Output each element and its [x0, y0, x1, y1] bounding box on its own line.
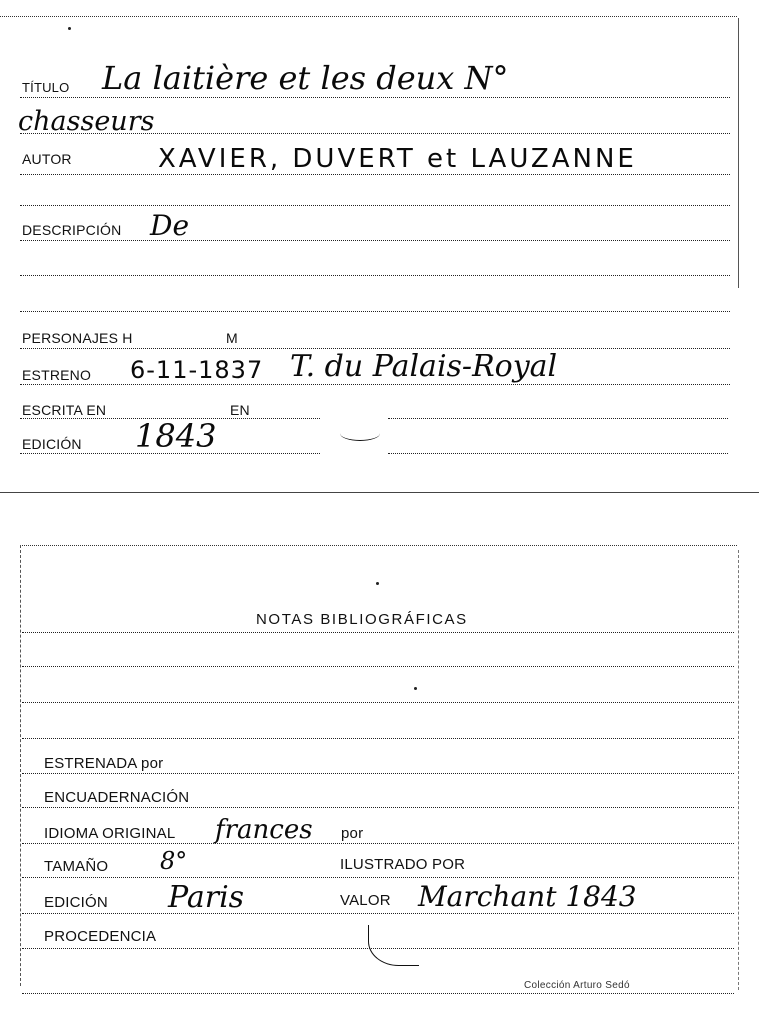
- idioma-value: frances: [215, 815, 313, 845]
- edicion-rule: [20, 453, 320, 454]
- edicion-valor-rule: [22, 913, 734, 914]
- escrita-label: ESCRITA EN: [22, 402, 107, 418]
- tamano-value: 8°: [160, 847, 188, 875]
- idioma-por-label: por: [341, 825, 364, 842]
- titulo-value-line2: chasseurs: [18, 106, 155, 137]
- descripcion-rule: [20, 240, 730, 241]
- estreno-rule: [20, 384, 730, 385]
- descripcion-value: De: [150, 209, 190, 242]
- ink-speck: [68, 27, 71, 30]
- estrenada-rule: [22, 773, 734, 774]
- notas-rule-4: [22, 738, 734, 739]
- idioma-label: IDIOMA ORIGINAL: [44, 825, 176, 842]
- ink-mark: [340, 426, 380, 441]
- blank-rule: [20, 205, 730, 206]
- procedencia-label: PROCEDENCIA: [44, 928, 157, 945]
- procedencia-rule: [22, 948, 734, 949]
- card-notes-right-edge: [738, 550, 739, 990]
- ink-speck: [414, 687, 417, 690]
- escrita-en-label: EN: [230, 402, 250, 418]
- titulo-label: TÍTULO: [22, 80, 70, 95]
- autor-label: AUTOR: [22, 151, 72, 167]
- tamano-rule: [22, 877, 734, 878]
- estreno-place: T. du Palais-Royal: [290, 349, 558, 384]
- edicion-value: 1843: [135, 417, 217, 455]
- card-right-edge: [738, 18, 739, 288]
- titulo-rule: [20, 97, 730, 98]
- card-top-edge: [0, 16, 737, 17]
- edicion-bottom-label: EDICIÓN: [44, 894, 108, 911]
- tamano-label: TAMAÑO: [44, 858, 109, 875]
- descripcion-label: DESCRIPCIÓN: [22, 222, 122, 238]
- autor-value: XAVIER, DUVERT et LAUZANNE: [158, 144, 637, 174]
- encuadernacion-label: ENCUADERNACIÓN: [44, 789, 190, 806]
- notas-rule-2: [22, 666, 734, 667]
- descripcion-rule-2: [20, 275, 730, 276]
- valor-label: VALOR: [340, 892, 391, 909]
- edicion-rule-right: [388, 453, 728, 454]
- catalog-card-notes: [0, 545, 759, 1028]
- estrenada-label: ESTRENADA por: [44, 755, 164, 772]
- notas-heading: NOTAS BIBLIOGRÁFICAS: [256, 611, 468, 628]
- collection-credit: Colección Arturo Sedó: [524, 980, 630, 991]
- catalog-card-main: [0, 0, 759, 493]
- personajes-label: PERSONAJES H: [22, 330, 133, 346]
- idioma-rule: [22, 843, 734, 844]
- ilustrado-label: ILUSTRADO POR: [340, 856, 466, 873]
- estreno-label: ESTRENO: [22, 367, 92, 383]
- notas-rule-1: [22, 632, 734, 633]
- encuadernacion-rule: [22, 807, 734, 808]
- descripcion-rule-3: [20, 311, 730, 312]
- titulo-value-line1: La laitière et les deux N°: [102, 59, 509, 97]
- edicion-bottom-value: Paris: [168, 880, 245, 915]
- autor-rule: [20, 174, 730, 175]
- escrita-en-rule: [388, 418, 728, 419]
- valor-value: Marchant 1843: [418, 880, 637, 913]
- personajes-m-label: M: [226, 330, 238, 346]
- estreno-date: 6-11-1837: [130, 356, 264, 384]
- footer-rule: [22, 993, 734, 994]
- notas-rule-3: [22, 702, 734, 703]
- edicion-label: EDICIÓN: [22, 436, 82, 452]
- ink-speck: [376, 582, 379, 585]
- titulo-rule-2: [20, 133, 730, 134]
